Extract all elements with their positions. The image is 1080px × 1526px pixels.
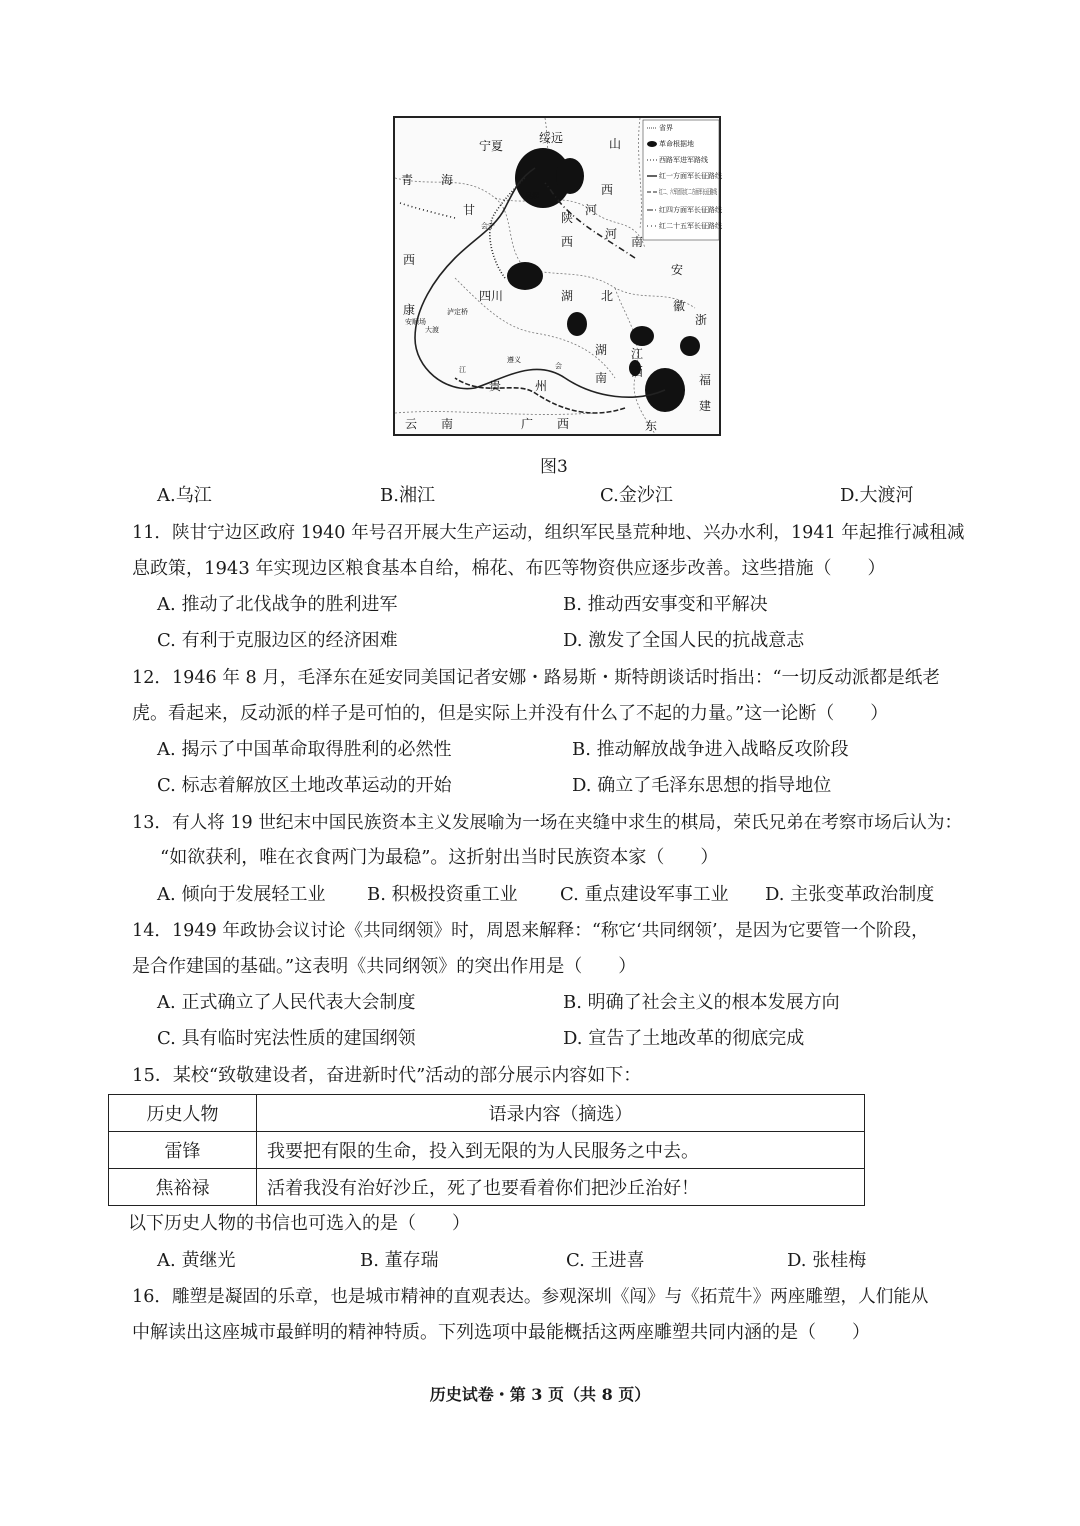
legend-item: 西路军进军路线	[659, 156, 708, 164]
label-qing: 青	[401, 173, 414, 187]
label-xi: 西	[601, 183, 614, 197]
q14-option-b: B. 明确了社会主义的根本发展方向	[563, 992, 840, 1013]
q15-option-a: A. 黄继光	[157, 1250, 236, 1271]
label-ningxia: 宁夏	[479, 139, 504, 153]
label-huining: 会宁	[481, 222, 495, 230]
q13-option-b: B. 积极投资重工业	[367, 884, 518, 905]
label-henan-1: 河	[605, 227, 618, 241]
legend-item: 革命根据地	[659, 140, 694, 148]
label-luding: 泸定桥	[447, 308, 468, 316]
q11-stem-line2: 息政策，1943 年实现边区粮食基本自给，棉花、布匹等物资供应逐步改善。这些措施（ ）	[132, 558, 886, 579]
column-header: 历史人物	[109, 1095, 257, 1132]
q12-option-a: A. 揭示了中国革命取得胜利的必然性	[157, 739, 452, 760]
page-footer: 历史试卷・第 3 页（共 8 页）	[429, 1385, 651, 1404]
q12-option-c: C. 标志着解放区土地改革运动的开始	[157, 775, 452, 796]
q11-option-d: D. 激发了全国人民的抗战意志	[563, 630, 805, 651]
label-yunnan: 云 南	[405, 417, 454, 431]
q15-option-b: B. 董存瑞	[360, 1250, 439, 1271]
label-henan-2: 南	[631, 235, 644, 249]
label-hunan-1: 湖	[595, 343, 608, 357]
label-hai: 海	[441, 173, 454, 187]
label-zunyi: 遵义	[507, 356, 521, 364]
table-row	[109, 1169, 865, 1206]
label-zhe: 浙	[695, 313, 708, 327]
q11-option-a: A. 推动了北伐战争的胜利进军	[157, 594, 398, 615]
quote-cell: 我要把有限的生命，投入到无限的为人民服务之中去。	[257, 1132, 865, 1169]
legend-item: 红二、六军团及红二方面军长征路线	[659, 188, 771, 196]
q14-option-a: A. 正式确立了人民代表大会制度	[157, 992, 416, 1013]
q10-option-c: C.金沙江	[600, 485, 673, 506]
label-dadu: 大渡	[425, 326, 439, 334]
label-fujian-2: 建	[699, 399, 712, 413]
q11-option-b: B. 推动西安事变和平解决	[563, 594, 768, 615]
q13-stem-line2: “如欲获利，唯在衣食两门为最稳”。这折射出当时民族资本家（ ）	[160, 847, 719, 868]
q14-option-c: C. 具有临时宪法性质的建国纲领	[157, 1028, 416, 1049]
base-chuanshan	[507, 262, 543, 290]
q11-stem-line1: 11．陕甘宁边区政府 1940 年号召开展大生产运动，组织军民垦荒种地、兴办水利，1941 年起推行减租减	[132, 523, 965, 543]
label-shan: 山	[609, 137, 622, 151]
label-hunan-2: 南	[595, 371, 608, 385]
legend-item: 省界	[659, 124, 673, 132]
label-xikang-2: 康	[403, 303, 416, 317]
label-shaan-xi: 西	[561, 235, 574, 249]
label-guizhou-1: 贵	[489, 379, 502, 393]
legend-item: 红二十五军长征路线	[659, 222, 722, 230]
label-guangdong: 东	[645, 419, 658, 433]
legend-item: 红一方面军长征路线	[659, 172, 722, 180]
label-suiyuan: 绥远	[539, 131, 564, 145]
q13-option-d: D. 主张变革政治制度	[765, 884, 935, 905]
label-shaan: 陕	[561, 211, 574, 225]
label-hubei-1: 湖	[561, 289, 574, 303]
q15-quote-table	[108, 1094, 865, 1206]
q12-option-d: D. 确立了毛泽东思想的指导地位	[572, 775, 832, 796]
q12-stem-line1: 12．1946 年 8 月，毛泽东在延安同美国记者安娜・路易斯・斯特朗谈话时指出：“一切反动派都是纸老	[132, 668, 940, 688]
label-fujian-1: 福	[699, 373, 712, 387]
label-jiangxi-2: 西	[631, 365, 644, 379]
q10-option-b: B.湘江	[380, 485, 435, 506]
label-he: 河	[585, 203, 598, 217]
label-hui: 徽	[673, 299, 686, 313]
map-drawing	[395, 118, 771, 434]
label-an: 安	[671, 263, 684, 277]
table-row	[109, 1132, 865, 1169]
q12-option-b: B. 推动解放战争进入战略反攻阶段	[572, 739, 849, 760]
label-jiang: 江	[459, 366, 466, 374]
label-hubei-2: 北	[601, 289, 614, 303]
q10-option-d: D.大渡河	[840, 485, 914, 506]
label-xikang-1: 西	[403, 253, 416, 267]
column-header: 语录内容（摘选）	[257, 1095, 865, 1132]
q14-stem-line1: 14．1949 年政协会议讨论《共同纲领》时，周恩来解释：“称它‘共同纲领’，是因为它要管一个阶段，	[132, 921, 929, 941]
q12-stem-line2: 虎。看起来，反动派的样子是可怕的，但是实际上并没有什么了不起的力量。”这一论断（ ）	[132, 703, 889, 724]
q13-option-c: C. 重点建设军事工业	[560, 884, 729, 905]
q15-intro: 15．某校“致敬建设者，奋进新时代”活动的部分展示内容如下：	[132, 1065, 642, 1086]
quote-cell: 活着我没有治好沙丘，死了也要看着你们把沙丘治好！	[257, 1169, 865, 1206]
table-header-row	[109, 1095, 865, 1132]
q15-question: 以下历史人物的书信也可选入的是（ ）	[128, 1213, 470, 1234]
map-legend	[643, 120, 771, 240]
q14-option-d: D. 宣告了土地改革的彻底完成	[563, 1028, 805, 1049]
person-cell: 焦裕禄	[109, 1169, 257, 1206]
q16-stem-line1: 16．雕塑是凝固的乐章，也是城市精神的直观表达。参观深圳《闯》与《拓荒牛》两座雕塑，人们能从	[132, 1287, 929, 1307]
q13-option-a: A. 倾向于发展轻工业	[157, 884, 326, 905]
q15-option-c: C. 王进喜	[566, 1250, 645, 1271]
q13-stem-line1: 13．有人将 19 世纪末中国民族资本主义发展喻为一场在夹缝中求生的棋局，荣氏兄弟在考察市场后认为：	[132, 813, 963, 833]
label-anshunchang: 安顺场	[405, 318, 426, 326]
q15-option-d: D. 张桂梅	[787, 1250, 867, 1271]
long-march-map	[393, 116, 771, 436]
label-gan: 甘	[463, 203, 476, 217]
label-guangxi: 广 西	[521, 417, 570, 431]
legend-item: 红四方面军长征路线	[659, 206, 722, 214]
label-hui2: 会	[555, 362, 562, 370]
q16-stem-line2: 中解读出这座城市最鲜明的精神特质。下列选项中最能概括这两座雕塑共同内涵的是（ ）	[132, 1322, 870, 1343]
label-sichuan: 四川	[479, 289, 504, 303]
label-wuqi: 吴起	[525, 192, 539, 200]
figure-caption: 图3	[540, 457, 568, 477]
label-jiangxi-1: 江	[631, 347, 644, 361]
q14-stem-line2: 是合作建国的基础。”这表明《共同纲领》的突出作用是（ ）	[132, 956, 637, 977]
person-cell: 雷锋	[109, 1132, 257, 1169]
label-guizhou-2: 州	[535, 379, 548, 393]
q10-option-a: A.乌江	[157, 485, 212, 506]
q11-option-c: C. 有利于克服边区的经济困难	[157, 630, 398, 651]
